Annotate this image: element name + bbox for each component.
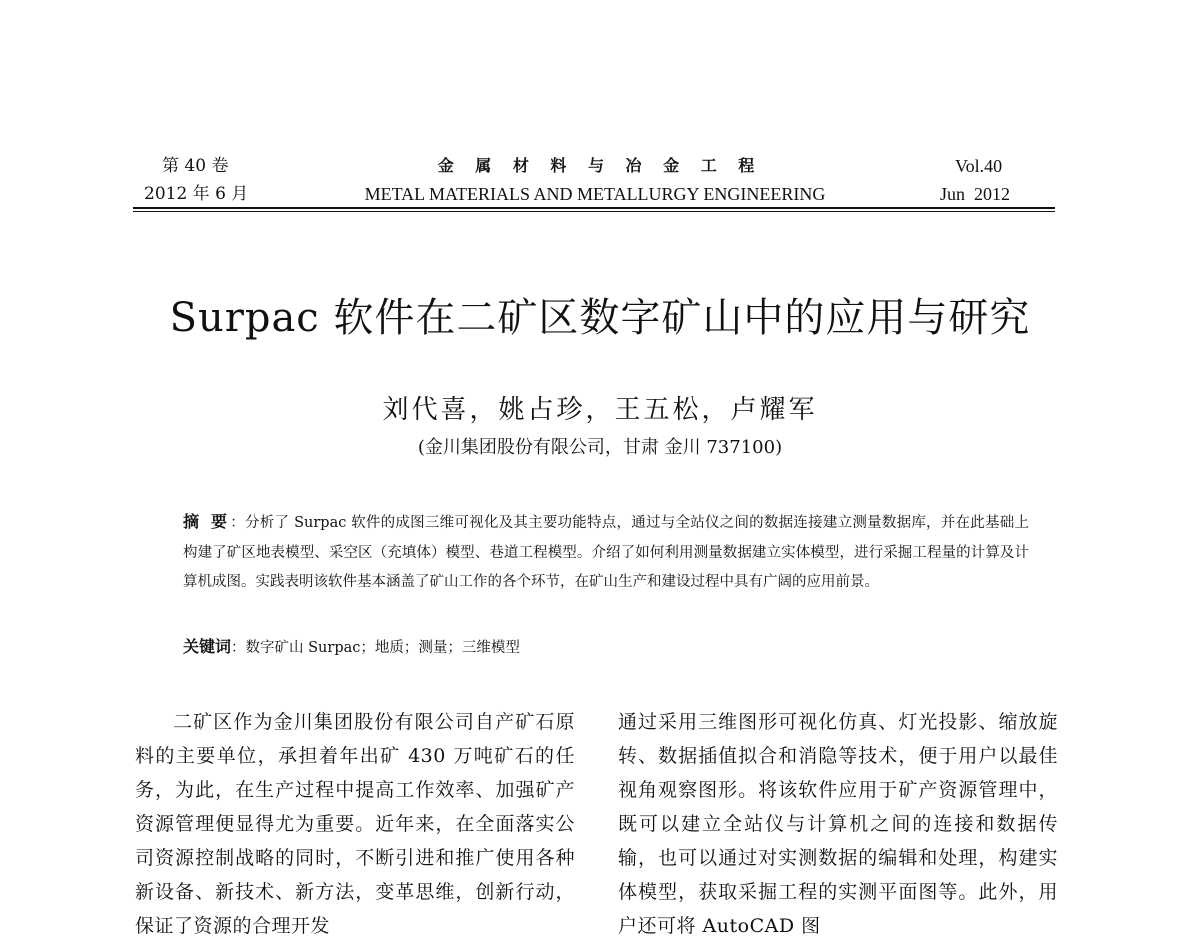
header-volume-en: Vol.40 <box>955 156 1003 176</box>
article-affiliation: (金川集团股份有限公司，甘肃 金川 737100) <box>417 437 783 458</box>
header-rule-thin <box>133 211 1055 212</box>
journal-title-en: METAL MATERIALS AND METALLURGY ENGINEERING <box>364 184 826 204</box>
article-title: Surpac 软件在二矿区数字矿山中的应用与研究 <box>169 295 1031 341</box>
abstract <box>183 507 1029 598</box>
abstract-label: 摘 要 <box>183 512 231 531</box>
header-volume-cn: 第 40 卷 <box>162 156 229 176</box>
header-rule-thick <box>133 207 1055 209</box>
keywords-label: 关键词 <box>183 637 232 656</box>
keywords <box>183 634 1029 661</box>
keywords-text: ：数字矿山 Surpac；地质；测量；三维模型 <box>231 640 520 656</box>
article-authors: 刘代喜，姚占珍，王五松，卢耀军 <box>382 395 818 425</box>
header-date-cn: 2012 年 6 月 <box>144 184 249 204</box>
body-left-column: 二矿区作为金川集团股份有限公司自产矿石原料的主要单位，承担着年出矿 430 万吨矿石的任务，为此，在生产过程中提高工作效率、加强矿产资源管理便显得尤为重要。近年来，在全面落实公司资源控制战略的同时，不断引进和推广使用各种新设备、新技术、新方法，变革思维，创新行动，保证了资源的合理开发 <box>135 711 575 937</box>
journal-title-cn: 金 属 材 料 与 冶 金 工 程 <box>437 156 763 175</box>
header-date-en: Jun 2012 <box>940 184 1011 204</box>
abstract-text: ：分析了 Surpac 软件的成图三维可视化及其主要功能特点，通过与全站仪之间的数据连接建立测量数据库，并在此基础上构建了矿区地表模型、采空区（充填体）模型、巷道工程模型。介绍了如何利用测量数据建立实体模型，进行采掘工程量的计算及计算机成图。实践表明该软件基本涵盖了矿山工作的各个环节，在矿山生产和建设过程中具有广阔的应用前景。 <box>183 515 1029 590</box>
body-right-column: 通过采用三维图形可视化仿真、灯光投影、缩放旋转、数据插值拟合和消隐等技术，便于用户以最佳视角观察图形。将该软件应用于矿产资源管理中，既可以建立全站仪与计算机之间的连接和数据传输，也可以通过对实测数据的编辑和处理，构建实体模型，获取采掘工程的实测平面图等。此外，用户还可将 AutoCAD 图 <box>618 711 1058 937</box>
